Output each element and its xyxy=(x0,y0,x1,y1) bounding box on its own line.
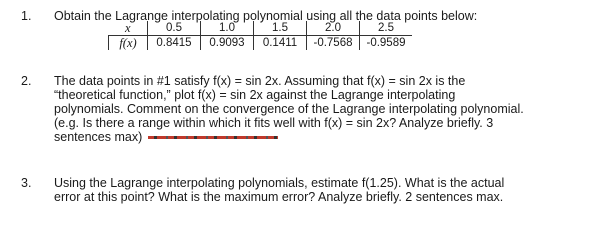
question-1-text: Obtain the Lagrange interpolating polynomial using all the data points below: xyxy=(54,9,478,23)
data-table xyxy=(108,21,412,50)
question-3-number: 3. xyxy=(21,176,32,190)
table-cell: -0.7568 xyxy=(307,36,360,51)
question-2-line: “theoretical function,” plot f(x) = sin 2x against the Lagrange interpolating xyxy=(54,88,456,102)
table-cell: -0.9589 xyxy=(360,36,413,51)
question-2-line: sentences max) xyxy=(54,130,143,144)
redaction-mark xyxy=(148,136,278,139)
table-header-fx: f(x) xyxy=(109,36,148,51)
question-3-line: Using the Lagrange interpolating polynomials, estimate f(1.25). What is the actual xyxy=(54,176,505,190)
question-2-line: The data points in #1 satisfy f(x) = sin 2x. Assuming that f(x) = sin 2x is the xyxy=(54,74,466,88)
table-cell: 1.0 xyxy=(201,21,254,36)
question-2-text xyxy=(54,74,594,144)
table-row-fx xyxy=(109,36,413,51)
table-cell: 2.0 xyxy=(307,21,360,36)
question-2-line: polynomials. Comment on the convergence of the Lagrange interpolating polynomial. xyxy=(54,102,524,116)
question-3-text xyxy=(54,176,594,204)
table-cell: 0.9093 xyxy=(201,36,254,51)
table-cell: 2.5 xyxy=(360,21,413,36)
question-2-line: (e.g. Is there a range within which it fits well with f(x) = sin 2x? Analyze briefly. 3 xyxy=(54,116,494,130)
table-cell: 1.5 xyxy=(254,21,307,36)
table-cell: 0.8415 xyxy=(148,36,201,51)
question-1-number: 1. xyxy=(21,9,32,23)
table-header-x: x xyxy=(109,21,148,36)
question-2-last-line xyxy=(54,130,594,144)
question-2-number: 2. xyxy=(21,74,32,88)
table-cell: 0.1411 xyxy=(254,36,307,51)
question-3-line: error at this point? What is the maximum error? Analyze briefly. 2 sentences max. xyxy=(54,190,504,204)
table-row-x xyxy=(109,21,413,36)
table-cell: 0.5 xyxy=(148,21,201,36)
